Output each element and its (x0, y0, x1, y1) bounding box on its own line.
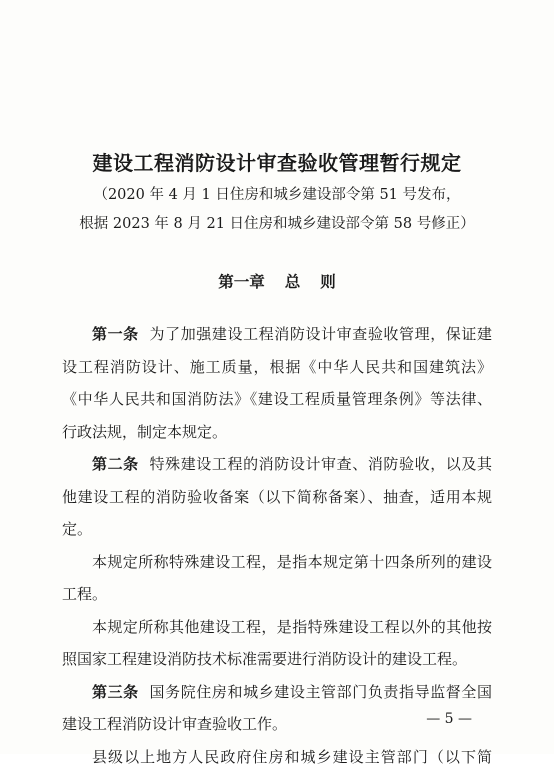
document-title: 建设工程消防设计审查验收管理暂行规定 (0, 149, 554, 177)
article-2-number: 第二条 (92, 455, 139, 473)
article-3-line-1: 第三条 国务院住房和城乡建设主管部门负责指导监督全国 (62, 676, 492, 709)
article-2-line-1: 第二条 特殊建设工程的消防设计审查、消防验收，以及其 (62, 448, 492, 481)
paragraph-other-line-1: 本规定所称其他建设工程，是指特殊建设工程以外的其他按 (62, 611, 492, 644)
paragraph-other-line-2: 照国家工程建设消防技术标准需要进行消防设计的建设工程。 (62, 643, 492, 676)
article-1-line-4: 行政法规，制定本规定。 (62, 416, 492, 449)
chapter-label: 第一章 (218, 272, 265, 291)
chapter-heading (0, 270, 554, 294)
article-3-number: 第三条 (92, 683, 139, 701)
subtitle-amended: 根据 2023 年 8 月 21 日住房和城乡建设部令第 58 号修正） (0, 213, 554, 235)
paragraph-special-line-2: 工程。 (62, 578, 492, 611)
subtitle-issued: （2020 年 4 月 1 日住房和城乡建设部令第 51 号发布， (0, 184, 554, 206)
article-2-line-3: 定。 (62, 513, 492, 546)
article-1-line-3: 《中华人民共和国消防法》《建设工程质量管理条例》等法律、 (62, 383, 492, 416)
paragraph-special-line-1: 本规定所称特殊建设工程，是指本规定第十四条所列的建设 (62, 546, 492, 579)
document-body (62, 318, 492, 773)
article-1-line-1: 第一条 为了加强建设工程消防设计审查验收管理，保证建 (62, 318, 492, 351)
chapter-name-1: 总 (285, 272, 301, 291)
article-2-line-2: 他建设工程的消防验收备案（以下简称备案）、抽查，适用本规 (62, 481, 492, 514)
article-1-number: 第一条 (92, 325, 139, 343)
article-3-line-2: 建设工程消防设计审查验收工作。 (62, 708, 492, 741)
article-1-line-2: 设工程消防设计、施工质量，根据《中华人民共和国建筑法》 (62, 351, 492, 384)
chapter-name-2: 则 (320, 272, 336, 291)
page-number: — 5 — (426, 708, 472, 730)
paragraph-local-line-1: 县级以上地方人民政府住房和城乡建设主管部门（以下简 (62, 741, 492, 773)
